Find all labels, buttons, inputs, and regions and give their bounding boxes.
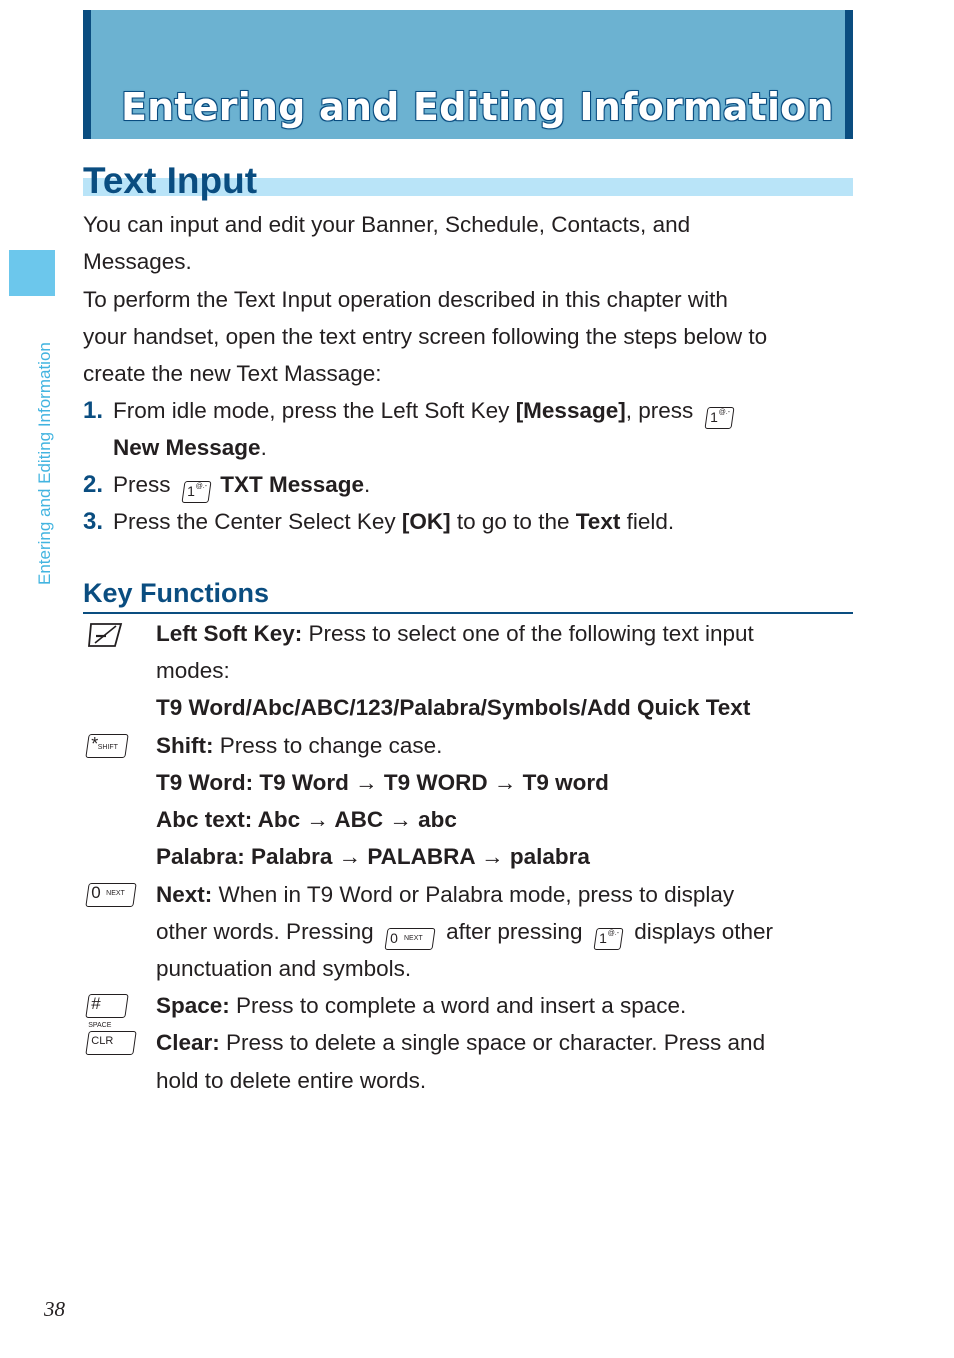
intro-line-5: create the new Text Massage: [83, 361, 382, 386]
intro-line-1: You can input and edit your Banner, Schedule, Contacts, and [83, 212, 691, 237]
space-line: Space: Press to complete a word and insert a space. [156, 993, 687, 1018]
key-functions-rule [83, 612, 853, 614]
next-line-3: punctuation and symbols. [156, 956, 412, 981]
softkey-label: [Message] [515, 398, 626, 423]
input-modes-list: T9 Word/Abc/ABC/123/Palabra/Symbols/Add Quick Text [156, 695, 751, 720]
side-tab-marker [9, 250, 55, 296]
intro-line-3: To perform the Text Input operation described in this chapter with [83, 287, 728, 312]
key-functions-title: Key Functions [83, 578, 270, 608]
shift-t9-cycle: T9 Word: T9 Word → T9 WORD → T9 word [156, 770, 609, 795]
step-number: 3. [83, 508, 104, 535]
zero-next-key-icon: 0 NEXT [384, 928, 435, 950]
section-title: Text Input [83, 160, 258, 201]
next-line-2: other words. Pressing 0 NEXT after pressing 1@.- displays other [156, 913, 856, 950]
clear-line-1: Clear: Press to delete a single space or character. Press and [156, 1030, 766, 1055]
chapter-banner [83, 10, 853, 139]
step-text: to go to the [450, 509, 576, 534]
shift-line: Shift: Press to change case. [156, 733, 443, 758]
star-shift-key-icon: *SHIFT [85, 734, 128, 758]
clr-key-icon: CLR [85, 1031, 136, 1055]
left-soft-key-icon [87, 622, 123, 648]
step-3 [83, 503, 853, 540]
left-soft-key-line-1: Left Soft Key: Press to select one of the following text input [156, 621, 754, 646]
step-1 [83, 392, 853, 467]
next-line-1: Next: When in T9 Word or Palabra mode, press to display [156, 882, 735, 907]
step-2 [83, 466, 853, 503]
step-number: 1. [83, 397, 104, 424]
clear-line-2: hold to delete entire words. [156, 1068, 427, 1093]
key-label: [OK] [401, 509, 451, 534]
intro-line-4: your handset, open the text entry screen following the steps below to [83, 324, 768, 349]
chapter-title: Entering and Editing Information [121, 85, 834, 129]
intro-line-2: Messages. [83, 249, 192, 274]
key-1-icon: 1@.- [181, 481, 211, 503]
menu-option: TXT Message [220, 472, 365, 497]
step-number: 2. [83, 471, 104, 498]
shift-palabra-cycle: Palabra: Palabra → PALABRA → palabra [156, 844, 590, 869]
key-1-icon: 1@.- [704, 407, 734, 429]
step-text: Press [113, 472, 171, 497]
step-text: , press [625, 398, 694, 423]
hash-space-key-icon: #SPACE [85, 994, 128, 1018]
page-number: 38 [44, 1297, 65, 1321]
shift-abc-cycle: Abc text: Abc → ABC → abc [156, 807, 457, 832]
step-text: . [364, 472, 371, 497]
step-text: From idle mode, press the Left Soft Key [113, 398, 516, 423]
step-text: Press the Center Select Key [113, 509, 402, 534]
menu-option: New Message [113, 435, 261, 461]
step-text: field. [620, 509, 675, 534]
step-text: . [260, 435, 267, 461]
sidebar-chapter-label: Entering and Editing Information [35, 342, 54, 585]
field-label: Text [575, 509, 621, 534]
left-soft-key-line-2: modes: [156, 658, 230, 683]
key-1-icon: 1@.- [593, 928, 623, 950]
zero-next-key-icon: 0 NEXT [85, 883, 136, 907]
